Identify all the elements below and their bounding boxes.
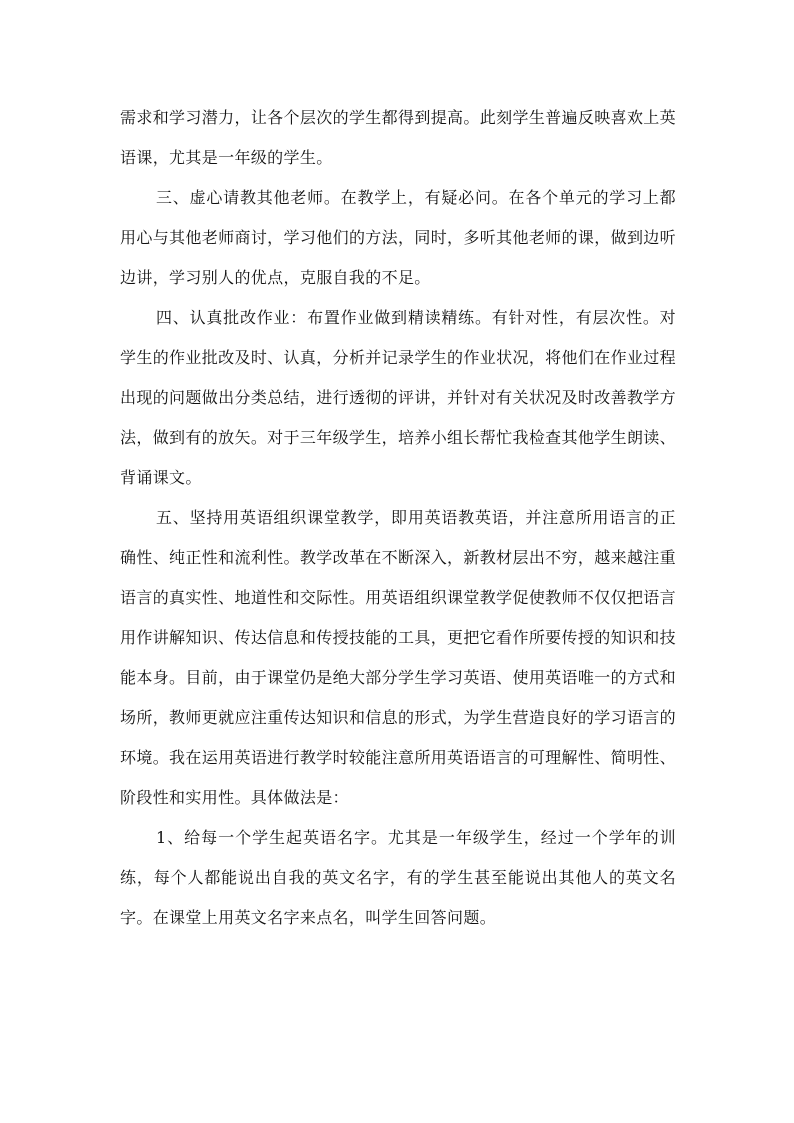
paragraph-3: 四、认真批改作业：布置作业做到精读精练。有针对性，有层次性。对学生的作业批改及时、认真，分析并记录学生的作业状况，将他们在作业过程出现的问题做出分类总结，进行透彻的评讲，并针对有关状况及时改善教学方法，做到有的放矢。对于三年级学生，培养小组长帮忙我检查其他学生朗读、背诵课文。 bbox=[120, 308, 676, 487]
document-body bbox=[120, 98, 676, 938]
paragraph-1: 需求和学习潜力，让各个层次的学生都得到提高。此刻学生普遍反映喜欢上英语课，尤其是一年级的学生。 bbox=[120, 108, 676, 167]
paragraph-4: 五、坚持用英语组织课堂教学，即用英语教英语，并注意所用语言的正确性、纯正性和流利性。教学改革在不断深入，新教材层出不穷，越来越注重语言的真实性、地道性和交际性。用英语组织课堂教学促使教师不仅仅把语言用作讲解知识、传达信息和传授技能的工具，更把它看作所要传授的知识和技能本身。目前，由于课堂仍是绝大部分学生学习英语、使用英语唯一的方式和场所，教师更就应注重传达知识和信息的形式，为学生营造良好的学习语言的环境。我在运用英语进行教学时较能注意所用英语语言的可理解性、简明性、阶段性和实用性。具体做法是： bbox=[120, 508, 676, 807]
paragraph-2: 三、虚心请教其他老师。在教学上，有疑必问。在各个单元的学习上都用心与其他老师商讨，学习他们的方法，同时，多听其他老师的课，做到边听边讲，学习别人的优点，克服自我的不足。 bbox=[120, 188, 676, 287]
paragraph-5: 1、给每一个学生起英语名字。尤其是一年级学生，经过一个学年的训练，每个人都能说出自我的英文名字，有的学生甚至能说出其他人的英文名字。在课堂上用英文名字来点名，叫学生回答问题。 bbox=[120, 828, 676, 927]
